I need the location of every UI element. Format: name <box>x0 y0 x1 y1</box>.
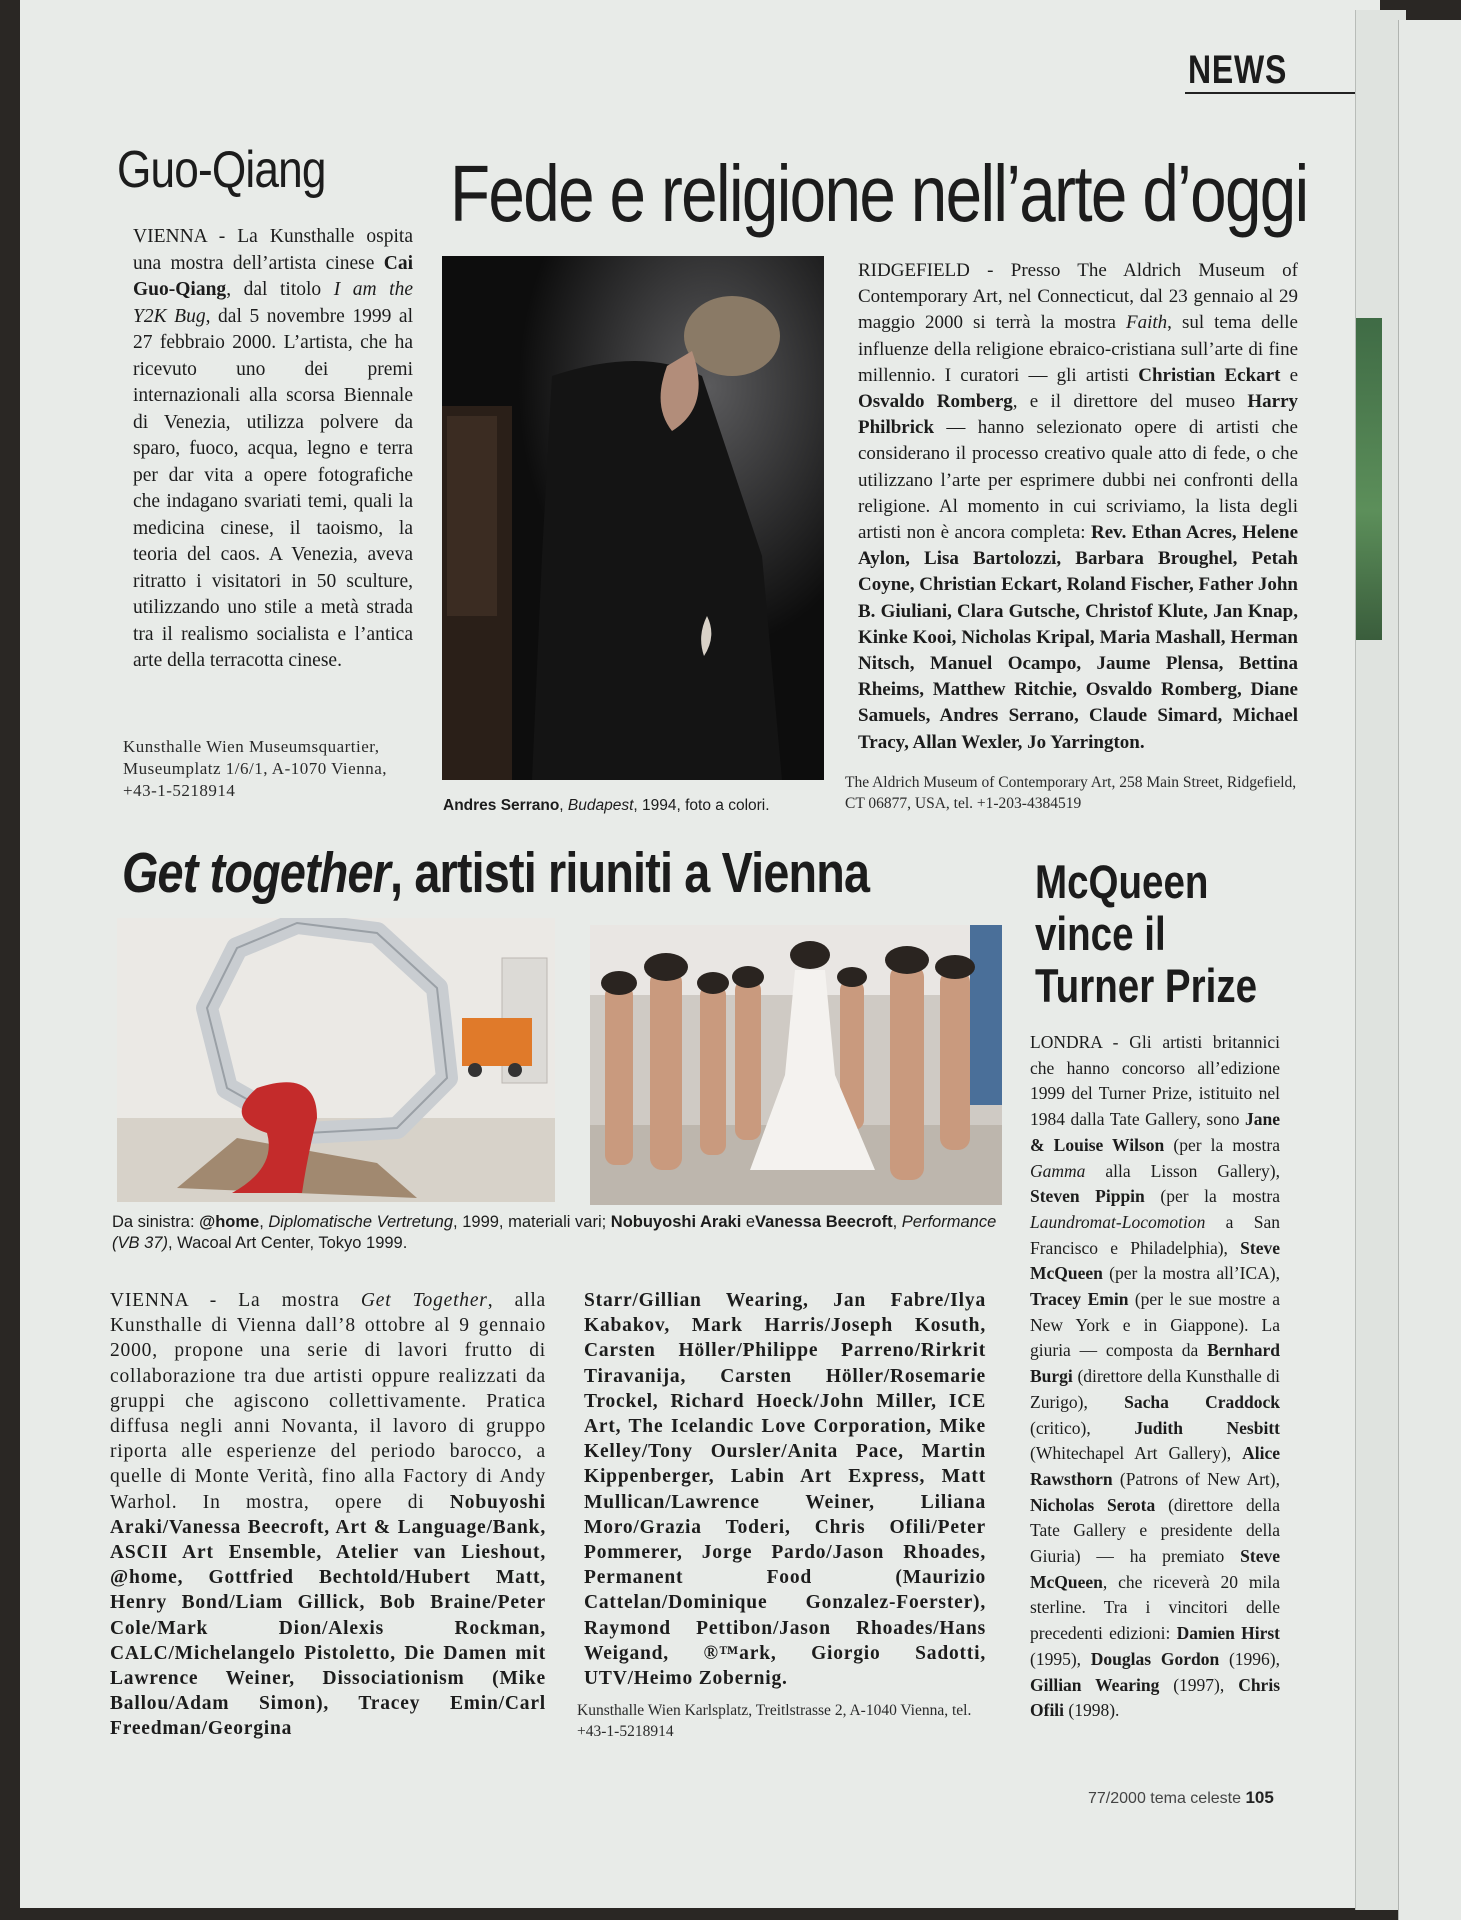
performance-photo-image <box>590 925 1002 1205</box>
section-label: NEWS <box>1188 48 1288 92</box>
get-together-headline: Get together, artisti riuniti a Vienna <box>122 841 870 905</box>
guo-headline: Guo-Qiang <box>117 141 326 199</box>
outer-page-edge <box>1398 20 1461 1920</box>
serrano-caption: Andres Serrano, Budapest, 1994, foto a colori. <box>443 797 770 814</box>
serrano-photo-image <box>442 256 824 780</box>
get-together-body-col2: Starr/Gillian Wearing, Jan Fabre/Ilya Kabakov, Mark Harris/Joseph Kosuth, Carsten Höller/Philippe Parreno/Rirkrit Tiravanija, Carsten Höller/Rosemarie Trockel, Richard Hoeck/John Miller, ICE Art, The Icelandic Love Corporation, Mike Kelley/Tony Oursler/Anita Pace, Martin Kippenberger, Labin Art Express, Matt Mullican/Lawrence Weiner, Liliana Moro/Grazia Toderi, Chris Ofili/Peter Pommerer, Jorge Pardo/Jason Rhoades, Permanent Food (Maurizio Cattelan/Dominique Gonzalez-Foerster), Raymond Pettibon/Jason Rhoades/Hans Weigand, ®™ark, Giorgio Sadotti, UTV/Heimo Zobernig. <box>584 1290 986 1690</box>
section-rule <box>1185 92 1380 94</box>
next-page-image-sliver <box>1356 318 1382 640</box>
performance-photo <box>590 925 1002 1205</box>
home-photo-image <box>117 918 555 1202</box>
guo-address: Kunsthalle Wien Museumsquartier, Museumplatz 1/6/1, A-1070 Vienna, +43-1-5218914 <box>123 737 387 800</box>
fede-address: The Aldrich Museum of Contemporary Art, 258 Main Street, Ridgefield, CT 06877, USA, tel. +1-203-4384519 <box>845 774 1297 812</box>
page-number: 105 <box>1245 1788 1274 1807</box>
get-together-caption: Da sinistra: @home, Diplomatische Vertretung, 1999, materiali vari; Nobuyoshi Araki eVanessa Beecroft, Performance (VB 37), Wacoal Art Center, Tokyo 1999. <box>112 1213 997 1252</box>
fede-headline: Fede e religione nell’arte d’oggi <box>450 149 1308 238</box>
issue-label: 77/2000 tema celeste <box>1088 1790 1241 1807</box>
mcqueen-headline: McQueen vince il Turner Prize <box>1035 855 1258 1012</box>
home-photo <box>117 918 555 1202</box>
magazine-page <box>20 0 1380 1908</box>
guo-body: VIENNA - La Kunsthalle ospita una mostra dell’artista cinese Cai Guo-Qiang, dal titolo I am the Y2K Bug, dal 5 novembre 1999 al 27 febbraio 2000. L’artista, che ha ricevuto uno dei premi internazionali alla scorsa Biennale di Venezia, utilizza polvere da sparo, fuoco, acqua, legno e terra per dar vita a opere fotografiche che indagano svariati temi, quali la medicina cinese, il taoismo, la teoria del caos. A Venezia, aveva ritratto i visitatori in 50 sculture, utilizzando uno stile a metà strada tra il realismo socialista e l’antica arte della terracotta cinese. <box>133 226 413 671</box>
get-together-address: Kunsthalle Wien Karlsplatz, Treitlstrasse 2, A-1040 Vienna, tel. +43-1-5218914 <box>577 1702 972 1740</box>
serrano-photo <box>442 256 824 780</box>
get-together-body-col1: VIENNA - La mostra Get Together, alla Kunsthalle di Vienna dall’8 ottobre al 9 gennaio 2000, propone una serie di lavori frutto di collaborazione tra due artisti oppure realizzati da gruppi che agiscono collettivamente. Pratica diffusa negli anni Novanta, il lavoro di gruppo riporta alle esperienze del periodo barocco, a quelle di Monte Verità, fino alla Factory di Andy Warhol. In mostra, opere di Nobuyoshi Araki/Vanessa Beecroft, Art & Language/Bank, ASCII Art Ensemble, Atelier van Lieshout, @home, Gottfried Bechtold/Hubert Matt, Henry Bond/Liam Gillick, Bob Braine/Peter Cole/Mark Dion/Alexis Rockman, CALC/Michelangelo Pistoletto, Die Damen mit Lawrence Weiner, Dissociationism (Mike Ballou/Adam Simon), Tracey Emin/Carl Freedman/Georgina <box>110 1290 546 1740</box>
fede-body: RIDGEFIELD - Presso The Aldrich Museum of Contemporary Art, nel Connecticut, dal 23 gennaio al 29 maggio 2000 si terrà la mostra Faith, sul tema delle influenze della religione ebraico-cristiana sull’arte di fine millennio. I curatori — gli artisti Christian Eckart e Osvaldo Romberg, e il direttore del museo Harry Philbrick — hanno selezionato opere di artisti che considerano il processo creativo quale atto di fede, o che utilizzano l’arte per esprimere dubbi nei confronti della religione. Al momento in cui scriviamo, la lista degli artisti non è ancora completa: Rev. Ethan Acres, Helene Aylon, Lisa Bartolozzi, Barbara Broughel, Petah Coyne, Christian Eckart, Roland Fischer, Father John B. Giuliani, Clara Gutsche, Christof Klute, Jan Knap, Kinke Kooi, Nicholas Kripal, Maria Mashall, Herman Nitsch, Manuel Ocampo, Jaume Plensa, Bettina Rheims, Matthew Ritchie, Osvaldo Romberg, Diane Samuels, Andres Serrano, Claude Simard, Michael Tracy, Allan Wexler, Jo Yarrington. <box>858 260 1299 753</box>
page-footer <box>1088 1788 1274 1808</box>
mcqueen-body: LONDRA - Gli artisti britannici che hanno concorso all’edizione 1999 del Turner Prize, istituito nel 1984 dalla Tate Gallery, sono Jane & Louise Wilson (per la mostra Gamma alla Lisson Gallery), Steven Pippin (per la mostra Laundromat-Locomotion a San Francisco e Philadelphia), Steve McQueen (per la mostra all’ICA), Tracey Emin (per le sue mostre a New York e in Giappone). La giuria — composta da Bernhard Burgi (direttore della Kunsthalle di Zurigo), Sacha Craddock (critico), Judith Nesbitt (Whitechapel Art Gallery), Alice Rawsthorn (Patrons of New Art), Nicholas Serota (direttore della Tate Gallery e presidente della Giuria) — ha premiato Steve McQueen, che riceverà 20 mila sterline. Tra i vincitori delle precedenti edizioni: Damien Hirst (1995), Douglas Gordon (1996), Gillian Wearing (1997), Chris Ofili (1998). <box>1030 1032 1280 1721</box>
